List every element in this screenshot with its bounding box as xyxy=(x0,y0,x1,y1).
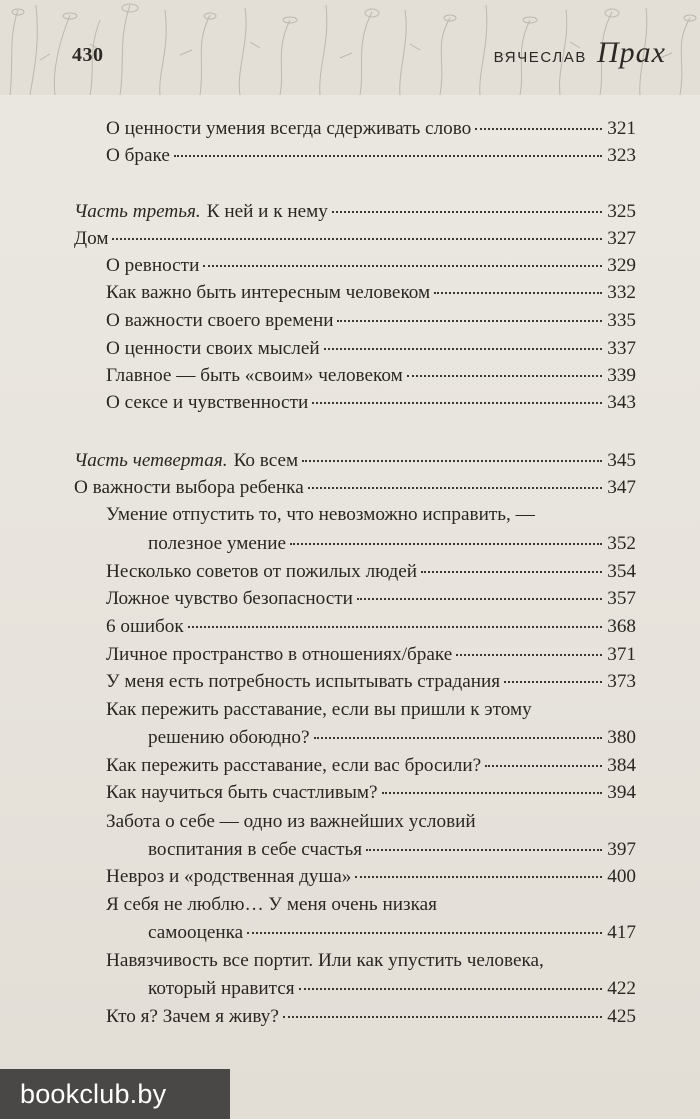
toc-entry xyxy=(106,279,636,306)
toc-entry-title: Как научиться быть счастливым? xyxy=(106,782,378,803)
toc-entry-title: Невроз и «родственная душа» xyxy=(106,866,352,887)
toc-entry-title: Забота о себе — одно из важнейших условий xyxy=(106,811,476,832)
toc-entry-page: 323 xyxy=(607,145,636,166)
dot-leader xyxy=(366,849,602,851)
toc-entry-title: У меня есть потребность испытывать страдания xyxy=(106,671,501,692)
toc-entry-page: 347 xyxy=(607,477,636,498)
dot-leader xyxy=(382,792,602,794)
dot-leader xyxy=(421,571,602,573)
toc-entry-page: 371 xyxy=(607,644,636,665)
dot-leader xyxy=(312,402,602,404)
toc-entry-page: 425 xyxy=(607,1006,636,1027)
dot-leader xyxy=(174,155,602,157)
toc-entry-title: Умение отпустить то, что невозможно исправить, — xyxy=(106,504,535,525)
toc-entry-continuation xyxy=(148,836,636,863)
toc-entry xyxy=(106,585,636,612)
dot-leader xyxy=(456,654,602,656)
dot-leader xyxy=(485,765,602,767)
toc-part-entry xyxy=(74,198,636,225)
toc-entry-title: Я себя не люблю… У меня очень низкая xyxy=(106,894,437,915)
toc-entry xyxy=(106,1003,636,1030)
dot-leader xyxy=(475,128,602,130)
toc-entry-page: 332 xyxy=(607,282,636,303)
toc-entry xyxy=(106,307,636,334)
dot-leader xyxy=(308,487,602,489)
toc-entry-page: 339 xyxy=(607,365,636,386)
dot-leader xyxy=(434,292,602,294)
dot-leader xyxy=(407,375,602,377)
toc-entry-title: К ней и к нему xyxy=(206,201,328,222)
toc-entry-title: Как пережить расставание, если вы пришли к этому xyxy=(106,699,532,720)
running-head xyxy=(494,36,666,70)
dot-leader xyxy=(324,348,602,350)
toc-entry-page: 397 xyxy=(607,839,636,860)
toc-entry xyxy=(106,613,636,640)
toc-entry-title: О сексе и чувственности xyxy=(106,392,309,413)
toc-entry-title-continuation: воспитания в себе счастья xyxy=(148,839,363,860)
dot-leader xyxy=(283,1016,602,1018)
dot-leader xyxy=(357,598,602,600)
toc-entry xyxy=(106,252,636,279)
toc-entry-page: 337 xyxy=(607,338,636,359)
toc-entry xyxy=(106,668,636,695)
dot-leader xyxy=(290,543,602,545)
toc-entry-title: Личное пространство в отношениях/браке xyxy=(106,644,453,665)
toc-entry-page: 384 xyxy=(607,755,636,776)
toc-entry xyxy=(106,863,636,890)
toc-entry-title: Ложное чувство безопасности xyxy=(106,588,353,609)
dot-leader xyxy=(203,265,602,267)
toc-entry-title: О ценности своих мыслей xyxy=(106,338,320,359)
toc-entry-title: 6 ошибок xyxy=(106,616,184,637)
toc-entry xyxy=(106,779,636,806)
toc-entry-page: 400 xyxy=(607,866,636,887)
toc-entry xyxy=(106,389,636,416)
toc-entry xyxy=(74,474,636,501)
toc-entry-title: Навязчивость все портит. Или как упустить человека, xyxy=(106,950,544,971)
site-watermark: bookclub.by xyxy=(0,1069,230,1119)
toc-entry-page: 368 xyxy=(607,616,636,637)
dot-leader xyxy=(337,320,602,322)
toc-entry xyxy=(106,752,636,779)
toc-entry-page: 394 xyxy=(607,782,636,803)
toc-entry-title: Дом xyxy=(74,228,109,249)
toc-entry-title: О важности выбора ребенка xyxy=(74,477,304,498)
author-name: ВЯЧЕСЛАВ xyxy=(493,49,588,66)
toc-entry xyxy=(106,115,636,142)
toc-entry-title: О ценности умения всегда сдерживать слово xyxy=(106,118,472,139)
toc-entry-page: 357 xyxy=(607,588,636,609)
toc-entry-page: 329 xyxy=(607,255,636,276)
toc-entry-continuation xyxy=(148,975,636,1002)
dot-leader xyxy=(355,876,602,878)
toc-part-entry xyxy=(74,447,636,474)
part-label: Часть четвертая. xyxy=(74,450,228,471)
toc-entry-title-continuation: решению обоюдно? xyxy=(148,727,310,748)
dot-leader xyxy=(314,737,602,739)
toc-entry-page: 373 xyxy=(607,671,636,692)
book-title: Прах xyxy=(597,36,666,69)
toc-entry-page: 417 xyxy=(607,922,636,943)
toc-entry xyxy=(106,335,636,362)
dot-leader xyxy=(247,932,602,934)
toc-entry xyxy=(106,641,636,668)
toc-entry-page: 343 xyxy=(607,392,636,413)
dot-leader xyxy=(504,681,602,683)
toc-entry-title: Как пережить расставание, если вас бросили? xyxy=(106,755,482,776)
toc-entry-title: Ко всем xyxy=(233,450,299,471)
dot-leader xyxy=(112,238,602,240)
toc-entry-title: Главное — быть «своим» человеком xyxy=(106,365,403,386)
toc-entry xyxy=(106,362,636,389)
toc-entry-page: 380 xyxy=(607,727,636,748)
toc-entry-page: 321 xyxy=(607,118,636,139)
toc-entry-continuation xyxy=(148,724,636,751)
dot-leader xyxy=(332,211,602,213)
toc-entry-title: О ревности xyxy=(106,255,200,276)
toc-entry-page: 327 xyxy=(607,228,636,249)
toc-entry-continuation xyxy=(148,530,636,557)
toc-entry-page: 354 xyxy=(607,561,636,582)
toc-entry-title: О важности своего времени xyxy=(106,310,334,331)
toc-entry-page: 422 xyxy=(607,978,636,999)
part-label: Часть третья. xyxy=(74,201,201,222)
toc-entry xyxy=(106,558,636,585)
toc-entry-title-continuation: полезное умение xyxy=(148,533,286,554)
toc-entry-title-continuation: самооценка xyxy=(148,922,244,943)
dot-leader xyxy=(299,988,602,990)
toc-entry-title: Несколько советов от пожилых людей xyxy=(106,561,418,582)
dot-leader xyxy=(188,626,602,628)
toc-entry-title: Как важно быть интересным человеком xyxy=(106,282,431,303)
toc-entry xyxy=(106,142,636,169)
toc-entry-page: 352 xyxy=(607,533,636,554)
toc-entry-page: 325 xyxy=(607,201,636,222)
toc-entry-continuation xyxy=(148,919,636,946)
toc-entry-title: Кто я? Зачем я живу? xyxy=(106,1006,279,1027)
toc-entry xyxy=(74,225,636,252)
dot-leader xyxy=(302,460,602,462)
toc-entry-page: 335 xyxy=(607,310,636,331)
toc-entry-title-continuation: который нравится xyxy=(148,978,295,999)
toc-entry-title: О браке xyxy=(106,145,170,166)
page-number: 430 xyxy=(72,44,104,66)
toc-entry-page: 345 xyxy=(607,450,636,471)
